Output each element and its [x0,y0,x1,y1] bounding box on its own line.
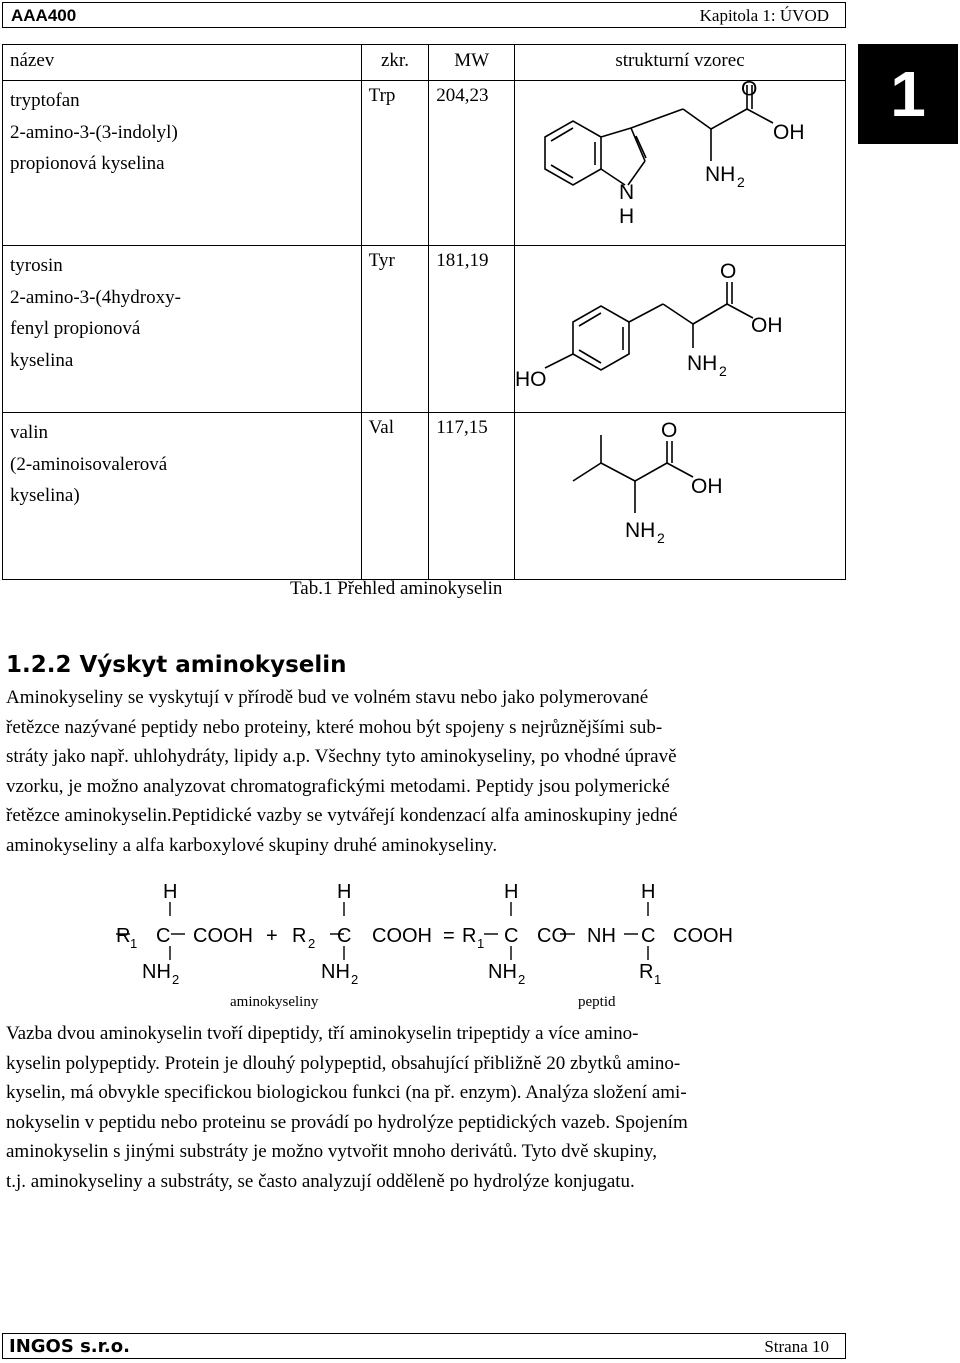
header-code: AAA400 [11,6,77,25]
footer-page-number: Strana 10 [764,1337,829,1356]
text-line: vzorku, je možno analyzovat chromatografickými metodami. Peptidy jsou polymerické [6,775,670,797]
hydroxyl-label: OH [751,314,783,337]
text-line: kyselin, má obvykle specifickou biologickou funkci (na př. enzym). Analýza složení ami- [6,1082,687,1104]
column-header-structure: strukturní vzorec [515,45,846,81]
plus-sign: + [266,925,278,947]
table-row [3,413,846,580]
hydrogen-label: H [641,881,656,903]
text-line: řetězce aminokyselin.Peptidické vazby se vytvářejí kondenzací alfa aminoskupiny jedné [6,805,678,827]
text-line: stráty jako např. uhlohydráty, lipidy a.p. Všechny tyto aminokyseliny, po vhodné úpravě [6,746,677,768]
name-line: valin [10,422,48,443]
name-line: tryptofan [10,90,80,111]
amino-label: NH [625,519,656,542]
section-title: 1.2.2 Výskyt aminokyselin [6,652,347,678]
paragraph-2 [6,1019,847,1197]
amino-label: NH [142,961,171,983]
amino-label: NH [687,352,718,375]
label-aminokyseliny: aminokyseliny [230,994,319,1010]
amino-subscript: 2 [351,972,359,987]
amino-subscript: 2 [657,530,665,546]
carbon-label: C [337,925,352,947]
equals-sign: = [443,925,455,947]
table-caption: Tab.1 Přehled aminokyselin [290,578,503,599]
mw-cell: 117,15 [429,413,515,580]
name-line: kyselina) [10,485,80,506]
chapter-tab: 1 [858,44,958,144]
hydroxyl-label: OH [773,121,805,144]
table-row [3,246,846,413]
name-line: kyselina [10,349,74,371]
hydrogen-label: H [337,881,352,903]
co-label: CO [537,925,567,947]
nitrogen-label: N [619,181,635,204]
table-header-row [3,45,846,81]
footer-company: INGOS s.r.o. [9,1336,130,1357]
structure-cell [515,246,846,413]
valine-structure [515,413,845,573]
text-line: nokyselin v peptidu nebo proteinu se provádí po hydrolýze peptidických vazeb. Spojením [6,1111,688,1133]
oxygen-label: O [720,260,737,283]
name-line: 2-amino-3-(4hydroxy- [10,286,181,308]
oxygen-label: O [741,81,758,101]
r1-label: R [462,925,477,947]
name-line: tyrosin [10,255,63,276]
nh-label: NH [587,925,616,947]
cooh-label: COOH [372,925,432,947]
name-line: propionová kyselina [10,153,165,174]
column-header-abbr: zkr. [361,45,429,81]
abbr-cell: Trp [361,81,429,246]
text-line: aminokyseliny a alfa karboxylové skupiny druhé aminokyseliny. [6,834,498,856]
amino-subscript: 2 [737,174,745,190]
hydrogen-label: H [504,881,519,903]
name-cell [3,81,362,246]
hydroxy-label: HO [515,368,547,391]
tyrosine-structure [515,246,845,406]
label-peptid: peptid [578,994,616,1010]
amino-subscript: 2 [172,972,180,987]
r1-label: R [639,961,654,983]
peptide-equation [100,880,760,1015]
header-chapter: Kapitola 1: ÚVOD [699,6,829,25]
carbon-label: C [641,925,656,947]
text-line: t.j. aminokyseliny a substráty, se často analyzují odděleně po hydrolýze konjugatu. [6,1170,635,1192]
r1-subscript: 1 [477,936,485,951]
page-footer [2,1333,846,1359]
amino-acid-table [2,44,846,580]
r1-subscript: 1 [130,936,138,951]
r2-label: R [292,925,307,947]
name-line: fenyl propionová [10,318,141,339]
mw-cell: 181,19 [429,246,515,413]
hydroxyl-label: OH [691,475,723,498]
carbon-label: C [156,925,171,947]
carbon-label: C [504,925,519,947]
column-header-mw: MW [429,45,515,81]
page-header [2,2,846,28]
structure-cell [515,81,846,246]
text-line: aminokyselin s jinými substráty je možno vytvořit mnoho derivátů. Tyto dvě skupiny, [6,1141,657,1163]
name-cell [3,413,362,580]
abbr-cell: Val [361,413,429,580]
cooh-label: COOH [673,925,733,947]
r2-subscript: 2 [308,936,316,951]
structure-cell [515,413,846,580]
text-line: Aminokyseliny se vyskytují v přírodě bud ve volném stavu nebo jako polymerované [6,687,649,708]
amino-label: NH [488,961,517,983]
r1-label: R [116,925,131,947]
name-line: (2-aminoisovalerová [10,453,168,475]
amino-label: NH [321,961,350,983]
hydrogen-label: H [619,205,635,228]
mw-cell: 204,23 [429,81,515,246]
cooh-label: COOH [193,925,253,947]
r1-subscript: 1 [654,972,662,987]
amino-subscript: 2 [518,972,526,987]
text-line: kyselin polypeptidy. Protein je dlouhý polypeptid, obsahující přibližně 20 zbytků amino- [6,1052,681,1074]
text-line: Vazba dvou aminokyselin tvoří dipeptidy, tří aminokyselin tripeptidy a více amino- [6,1023,639,1044]
hydrogen-label: H [163,881,178,903]
abbr-cell: Tyr [361,246,429,413]
table-row [3,81,846,246]
tryptophan-structure [515,81,845,239]
oxygen-label: O [661,419,678,442]
name-line: 2-amino-3-(3-indolyl) [10,121,178,143]
amino-label: NH [705,163,736,186]
paragraph-1 [6,683,847,861]
column-header-name: název [3,45,362,81]
amino-subscript: 2 [719,363,727,379]
name-cell [3,246,362,413]
text-line: řetězce nazývané peptidy nebo proteiny, které mohou být spojeny s nejrůznějšími sub- [6,716,663,738]
